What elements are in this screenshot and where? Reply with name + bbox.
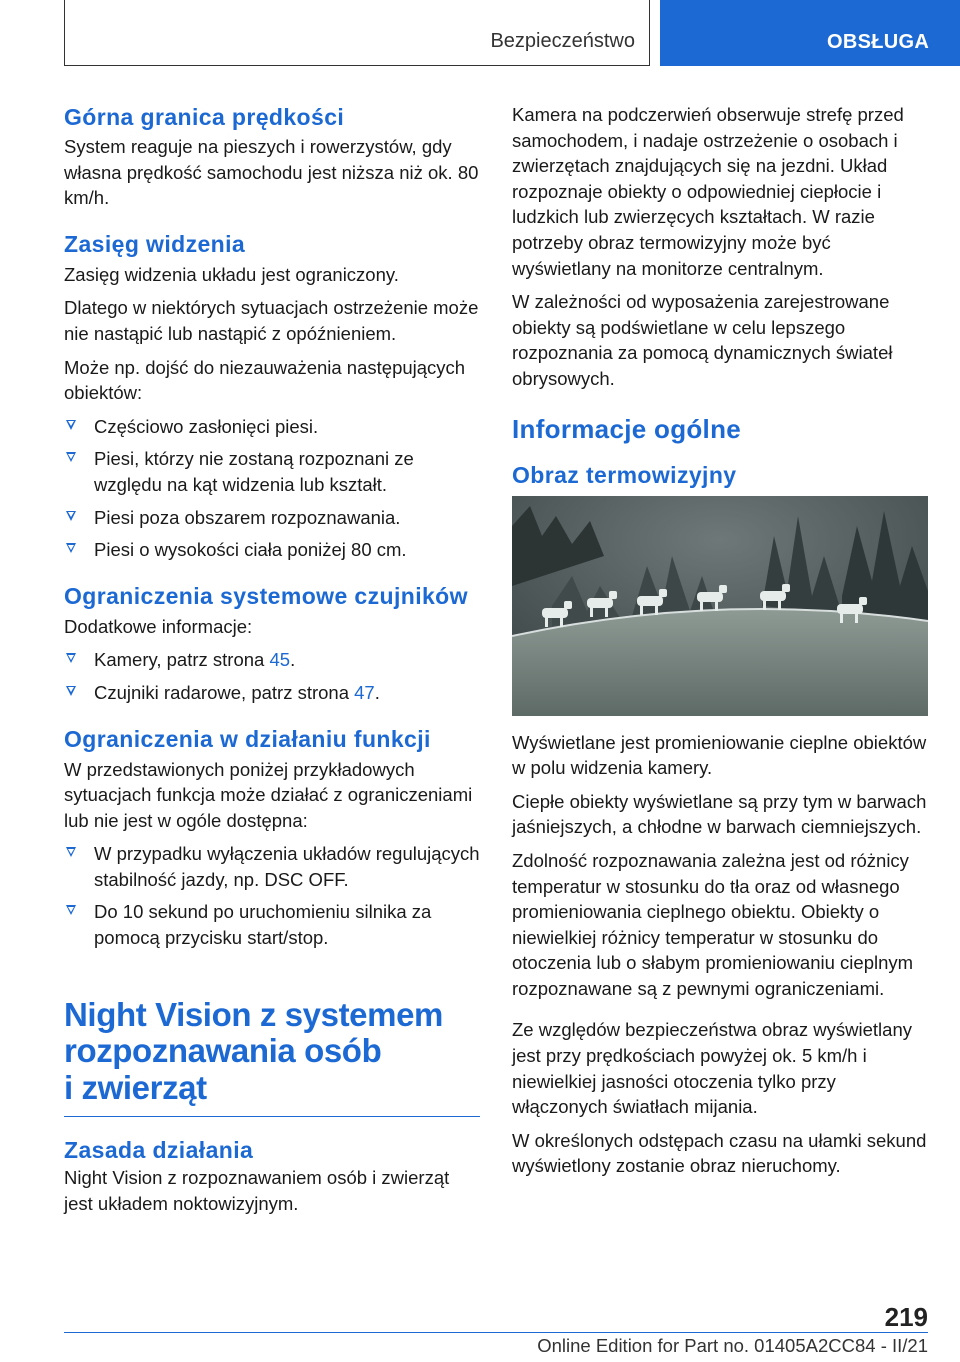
- thermal-paragraph-5: W określonych odstępach czasu na ułamki sekund wyświetlony zostanie obraz nieruchomy.: [512, 1129, 927, 1177]
- main-heading: [64, 997, 480, 1107]
- range-paragraph-3: Może np. dojść do niezauważenia następujących obiektów:: [64, 356, 466, 404]
- triangle-bullet-icon: [66, 543, 76, 553]
- page-link-47[interactable]: 47: [354, 681, 375, 703]
- main-heading-line-1: Night Vision z systemem: [64, 995, 443, 1033]
- page-link-45[interactable]: 45: [269, 649, 291, 671]
- main-heading-line-2: rozpoznawania osób: [64, 1032, 382, 1070]
- range-paragraph-2: Dlatego w niektórych sytuacjach ostrzeżenie może nie nastąpić lub nastąpić z opóźnieniem.: [64, 297, 479, 344]
- list-item: Czujniki radarowe, patrz strona 47.: [64, 680, 480, 706]
- header-section-title: Bezpieczeństwo: [490, 30, 635, 52]
- triangle-bullet-icon: [66, 653, 76, 663]
- function-heading: Ograniczenia w działaniu funkcji: [64, 725, 431, 752]
- thermal-heading: Obraz termowizyjny: [512, 461, 737, 488]
- list-item: Do 10 sekund po uruchomieniu silnika za pomocą przycisku start/stop.: [64, 899, 480, 950]
- thermal-paragraph-1: Wyświetlane jest promieniowanie cieplne obiektów w polu widzenia kamery.: [512, 731, 927, 779]
- function-list: [64, 841, 480, 950]
- range-heading: Zasięg widzenia: [64, 230, 246, 257]
- speed-heading: Górna granica prędkości: [64, 104, 345, 130]
- speed-text: System reaguje na pieszych i rowerzystów, gdy własna prędkość samochodu jest niższa niż ok. 80 km/h.: [64, 136, 479, 209]
- highlight-paragraph: W zależności od wyposażenia zarejestrowane obiekty są podświetlane w celu lepszego rozpoznania za pomocą dynamicznych świateł obrysowych.: [512, 291, 893, 389]
- triangle-bullet-icon: [66, 686, 76, 696]
- page-number: 219: [884, 1302, 928, 1332]
- sensor-list: [64, 647, 480, 705]
- list-item: W przypadku wyłączenia układów regulujących stabilność jazdy, np. DSC OFF.: [64, 841, 480, 892]
- thermal-paragraph-3: Zdolność rozpoznawania zależna jest od różnicy temperatur w stosunku do tła oraz od własnego promieniowania cieplnego obiektu. Obiekty o niewielkiej różnicy temperatur w stosunku do otoczenia lub o słabym promieniowaniu cieplnym rozpoznawane są z pewnymi ograniczeniami.: [512, 849, 914, 999]
- triangle-bullet-icon: [66, 511, 76, 521]
- right-column: [512, 102, 928, 1187]
- footer-divider: [64, 1332, 928, 1333]
- triangle-bullet-icon: [66, 452, 76, 462]
- triangle-bullet-icon: [66, 420, 76, 430]
- triangle-bullet-icon: [66, 847, 76, 857]
- list-item: Piesi, którzy nie zostaną rozpoznani ze względu na kąt widzenia lub kształt.: [64, 446, 480, 497]
- header-chapter-tab[interactable]: [660, 0, 960, 66]
- range-list: [64, 414, 480, 563]
- thermal-paragraph-2: Ciepłe obiekty wyświetlane są przy tym w barwach jaśniejszych, a chłodne w barwach ciemniejszych.: [512, 790, 927, 838]
- range-paragraph-1: Zasięg widzenia układu jest ograniczony.: [64, 263, 399, 285]
- list-item: Kamery, patrz strona 45.: [64, 647, 480, 673]
- footer-edition: Online Edition for Part no. 01405A2CC84 - II/21: [537, 1335, 928, 1356]
- thermal-paragraph-4: Ze względów bezpieczeństwa obraz wyświetlany jest przy prędkościach powyżej ok. 5 km/h i niewielkiej jasności otoczenia tylko przy włączonych światłach mijania.: [512, 1019, 912, 1118]
- general-heading: Informacje ogólne: [512, 413, 742, 444]
- header-section-box: [64, 0, 650, 66]
- heading-divider: [64, 1116, 480, 1117]
- list-item: Piesi o wysokości ciała poniżej 80 cm.: [64, 537, 480, 563]
- thermal-image: [512, 496, 928, 716]
- main-heading-line-3: i zwierząt: [64, 1068, 207, 1106]
- triangle-bullet-icon: [66, 905, 76, 915]
- principle-heading: Zasada działania: [64, 1137, 254, 1164]
- list-item: Częściowo zasłonięci piesi.: [64, 414, 480, 440]
- camera-paragraph: Kamera na podczerwień obserwuje strefę przed samochodem, i nadaje ostrzeżenie o osobach i zwierzętach znajdujących się na jezdni. Układ rozpoznaje obiekty o odpowiedniej ciepłocie i ludzkich lub zwierzęcych kształtach. W razie potrzeby obraz termowizyjny może być wyświetlany na monitorze centralnym.: [512, 104, 904, 279]
- left-column: [64, 102, 480, 1224]
- principle-text: Night Vision z rozpoznawaniem osób i zwierząt jest układem noktowizyjnym.: [64, 1167, 450, 1214]
- list-item: Piesi poza obszarem rozpoznawania.: [64, 505, 480, 531]
- function-intro: W przedstawionych poniżej przykładowych sytuacjach funkcja może działać z ograniczeniami lub nie jest w ogóle dostępna:: [64, 758, 473, 831]
- sensor-intro: Dodatkowe informacje:: [64, 615, 253, 637]
- header-chapter-label: OBSŁUGA: [827, 31, 930, 53]
- sensor-heading: Ograniczenia systemowe czujników: [64, 582, 468, 609]
